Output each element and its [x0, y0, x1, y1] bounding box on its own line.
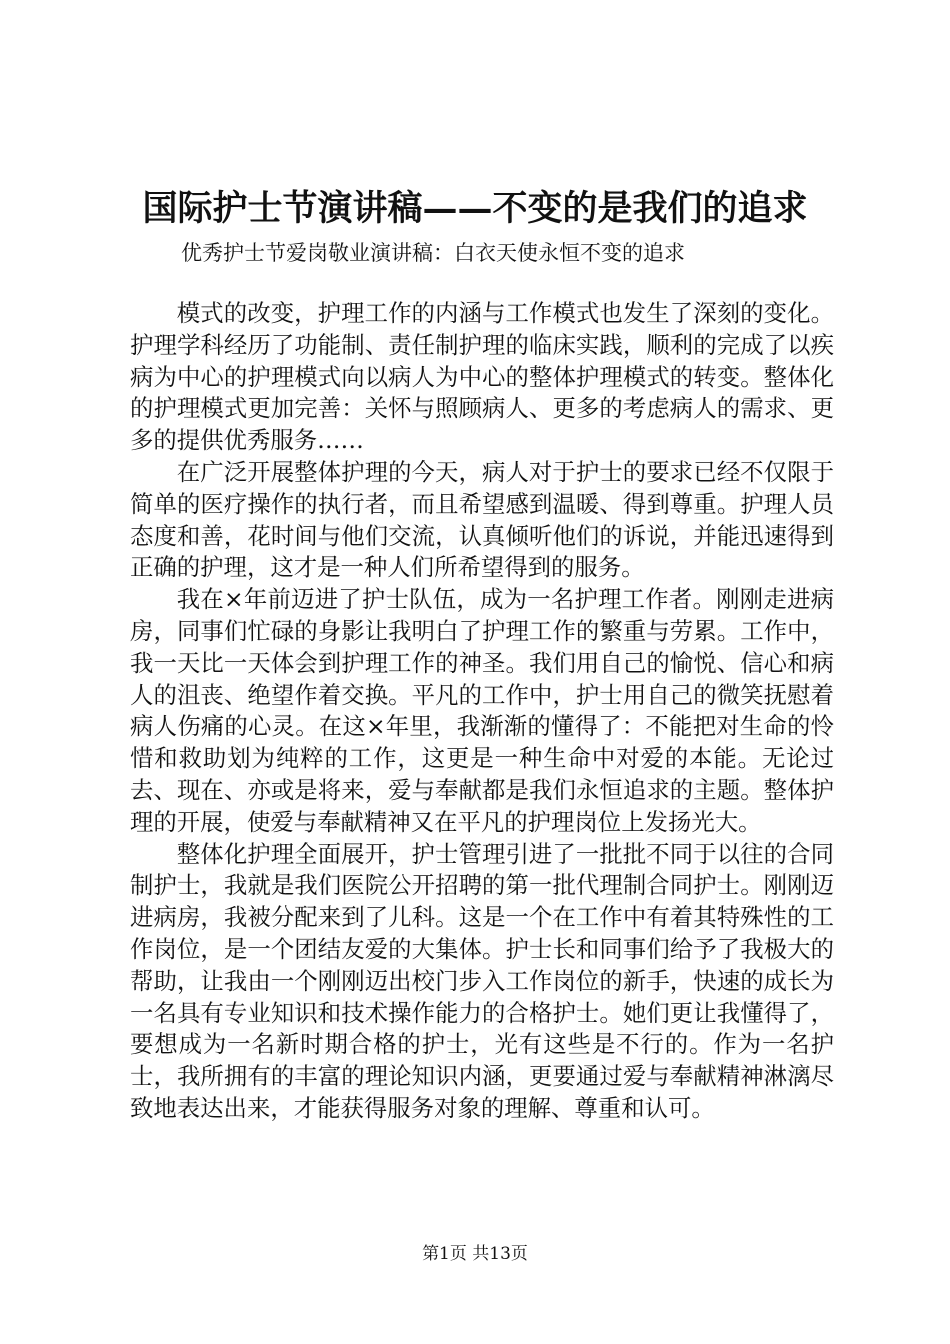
document-subtitle: 优秀护士节爱岗敬业演讲稿：白衣天使永恒不变的追求 — [181, 241, 685, 265]
paragraph: 整体化护理全面展开，护士管理引进了一批批不同于以往的合同制护士，我就是我们医院公开招聘的第一批代理制合同护士。刚刚迈进病房，我被分配来到了儿科。这是一个在工作中有着其特殊性的工作岗位，是一个团结友爱的大集体。护士长和同事们给予了我极大的帮助，让我由一个刚刚迈出校门步入工作岗位的新手，快速的成长为一名具有专业知识和技术操作能力的合格护士。她们更让我懂得了，要想成为一名新时期合格的护士，光有这些是不行的。作为一名护士，我所拥有的丰富的理论知识内涵，更要通过爱与奉献精神淋漓尽致地表达出来，才能获得服务对象的理解、尊重和认可。 — [130, 839, 834, 1122]
document-body — [130, 298, 834, 1125]
document-title: 国际护士节演讲稿——不变的是我们的追求 — [142, 188, 808, 229]
paragraph: 模式的改变，护理工作的内涵与工作模式也发生了深刻的变化。护理学科经历了功能制、责任制护理的临床实践，顺利的完成了以疾病为中心的护理模式向以病人为中心的整体护理模式的转变。整体化的护理模式更加完善：关怀与照顾病人、更多的考虑病人的需求、更多的提供优秀服务…… — [130, 299, 834, 455]
paragraph: 我在×年前迈进了护士队伍，成为一名护理工作者。刚刚走进病房，同事们忙碌的身影让我明白了护理工作的繁重与劳累。工作中，我一天比一天体会到护理工作的神圣。我们用自己的愉悦、信心和病人的沮丧、绝望作着交换。平凡的工作中，护士用自己的微笑抚慰着病人伤痛的心灵。在这×年里，我渐渐的懂得了：不能把对生命的怜惜和救助划为纯粹的工作，这更是一种生命中对爱的本能。无论过去、现在、亦或是将来，爱与奉献都是我们永恒追求的主题。整体护理的开展，使爱与奉献精神又在平凡的护理岗位上发扬光大。 — [130, 585, 834, 836]
paragraph: 在广泛开展整体护理的今天，病人对于护士的要求已经不仅限于简单的医疗操作的执行者，而且希望感到温暖、得到尊重。护理人员态度和善，花时间与他们交流，认真倾听他们的诉说，并能迅速得到正确的护理，这才是一种人们所希望得到的服务。 — [130, 457, 834, 582]
page-number-footer: 第1页 共13页 — [422, 1244, 528, 1264]
